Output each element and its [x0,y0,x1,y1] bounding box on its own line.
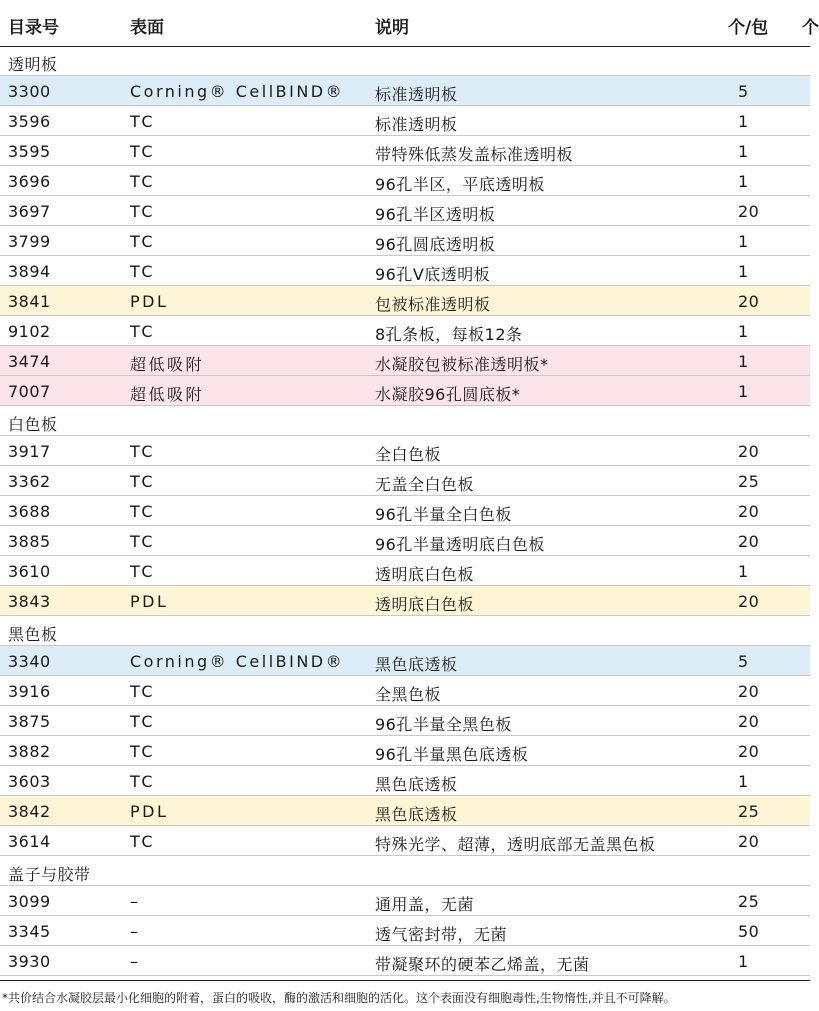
section-title: 透明板 [8,55,58,74]
catalog-number-cell: 3916 [8,682,51,701]
description-cell: 黑色底透板 [375,655,458,674]
description-cell: 透明底白色板 [375,595,475,614]
catalog-number-cell: 3843 [8,592,51,611]
section-title: 黑色板 [8,625,58,644]
table-row [0,526,810,556]
description-cell: 标准透明板 [375,85,458,104]
description-cell: 96孔半量全黑色板 [375,715,512,734]
catalog-number-cell: 3696 [8,172,51,191]
catalog-number-cell: 3894 [8,262,51,281]
surface-cell: – [130,922,141,941]
catalog-number-cell: 3595 [8,142,51,161]
header-surface: 表面 [130,18,164,38]
table-row [0,166,810,196]
description-cell: 水凝胶96孔圆底板* [375,385,521,404]
catalog-number-cell: 7007 [8,382,51,401]
quantity-cell: 1 [738,382,749,401]
description-cell: 96孔半区，平底透明板 [375,175,545,194]
header-cut-off-column: 个 [802,18,819,38]
table-row [0,946,810,976]
surface-cell: PDL [130,802,169,821]
description-cell: 96孔半量全白色板 [375,505,512,524]
quantity-cell: 20 [738,742,760,761]
quantity-cell: 5 [738,652,749,671]
table-row [0,136,810,166]
surface-cell: TC [130,832,156,851]
section-title: 白色板 [8,415,58,434]
header-catalog-number: 目录号 [8,18,59,38]
table-row [0,106,810,136]
catalog-number-cell: 3614 [8,832,51,851]
description-cell: 96孔半区透明板 [375,205,496,224]
surface-cell: TC [130,112,156,131]
surface-cell: TC [130,472,156,491]
catalog-number-cell: 3842 [8,802,51,821]
surface-cell: PDL [130,592,169,611]
catalog-number-cell: 9102 [8,322,51,341]
surface-cell: PDL [130,292,169,311]
quantity-cell: 20 [738,202,760,221]
table-row [0,736,810,766]
catalog-number-cell: 3917 [8,442,51,461]
quantity-cell: 1 [738,112,749,131]
description-cell: 全白色板 [375,445,442,464]
catalog-number-cell: 3875 [8,712,51,731]
surface-cell: TC [130,712,156,731]
catalog-number-cell: 3099 [8,892,51,911]
description-cell: 黑色底透板 [375,805,458,824]
section-header [0,46,810,76]
surface-cell: TC [130,562,156,581]
surface-cell: TC [130,322,156,341]
footnote: *共价结合水凝胶层最小化细胞的附着，蛋白的吸收，酶的激活和细胞的活化。这个表面没有细胞毒性,生物惰性,并且不可降解。 [2,991,676,1005]
quantity-cell: 20 [738,682,760,701]
surface-cell: Corning® CellBIND® [130,652,345,671]
quantity-cell: 1 [738,562,749,581]
quantity-cell: 1 [738,232,749,251]
table-row [0,436,810,466]
table-row [0,826,810,856]
description-cell: 96孔V底透明板 [375,265,491,284]
catalog-number-cell: 3688 [8,502,51,521]
table-row [0,556,810,586]
surface-cell: 超低吸附 [130,355,205,374]
catalog-number-cell: 3300 [8,82,51,101]
quantity-cell: 20 [738,442,760,461]
catalog-number-cell: 3474 [8,352,51,371]
quantity-cell: 1 [738,172,749,191]
table-bottom-rule [0,980,810,981]
table-row [0,766,810,796]
description-cell: 水凝胶包被标准透明板* [375,355,549,374]
quantity-cell: 25 [738,472,760,491]
table-row [0,76,810,106]
product-table [0,46,810,976]
description-cell: 包被标准透明板 [375,295,491,314]
surface-cell: TC [130,262,156,281]
table-row [0,196,810,226]
description-cell: 标准透明板 [375,115,458,134]
section-header [0,616,810,646]
quantity-cell: 20 [738,592,760,611]
table-row [0,256,810,286]
quantity-cell: 25 [738,802,760,821]
section-title: 盖子与胶带 [8,865,91,884]
surface-cell: TC [130,172,156,191]
quantity-cell: 1 [738,352,749,371]
description-cell: 通用盖，无菌 [375,895,475,914]
table-row [0,796,810,826]
header-quantity-per-pack: 个/包 [728,18,769,38]
quantity-cell: 20 [738,832,760,851]
description-cell: 透气密封带，无菌 [375,925,508,944]
catalog-number-cell: 3603 [8,772,51,791]
quantity-cell: 20 [738,532,760,551]
quantity-cell: 1 [738,142,749,161]
description-cell: 透明底白色板 [375,565,475,584]
surface-cell: TC [130,202,156,221]
catalog-number-cell: 3799 [8,232,51,251]
surface-cell: Corning® CellBIND® [130,82,345,101]
surface-cell: TC [130,442,156,461]
quantity-cell: 25 [738,892,760,911]
catalog-number-cell: 3841 [8,292,51,311]
quantity-cell: 5 [738,82,749,101]
table-row [0,916,810,946]
description-cell: 8孔条板，每板12条 [375,325,523,344]
table-row [0,496,810,526]
quantity-cell: 50 [738,922,760,941]
table-row [0,646,810,676]
table-row [0,586,810,616]
surface-cell: TC [130,232,156,251]
catalog-number-cell: 3885 [8,532,51,551]
catalog-number-cell: 3362 [8,472,51,491]
table-row [0,676,810,706]
description-cell: 带凝聚环的硬苯乙烯盖，无菌 [375,955,590,974]
section-header [0,856,810,886]
catalog-number-cell: 3340 [8,652,51,671]
table-row [0,226,810,256]
table-row [0,316,810,346]
surface-cell: TC [130,142,156,161]
catalog-number-cell: 3930 [8,952,51,971]
surface-cell: 超低吸附 [130,385,205,404]
quantity-cell: 1 [738,262,749,281]
quantity-cell: 20 [738,712,760,731]
catalog-number-cell: 3610 [8,562,51,581]
description-cell: 无盖全白色板 [375,475,475,494]
table-row [0,886,810,916]
quantity-cell: 20 [738,292,760,311]
table-header [0,0,819,47]
header-description: 说明 [375,18,409,38]
surface-cell: TC [130,772,156,791]
description-cell: 黑色底透板 [375,775,458,794]
description-cell: 96孔圆底透明板 [375,235,496,254]
description-cell: 全黑色板 [375,685,442,704]
surface-cell: TC [130,502,156,521]
catalog-number-cell: 3596 [8,112,51,131]
surface-cell: – [130,892,141,911]
quantity-cell: 1 [738,952,749,971]
description-cell: 特殊光学、超薄，透明底部无盖黑色板 [375,835,656,854]
quantity-cell: 1 [738,772,749,791]
table-row [0,376,810,406]
catalog-number-cell: 3697 [8,202,51,221]
surface-cell: TC [130,532,156,551]
surface-cell: TC [130,682,156,701]
catalog-number-cell: 3882 [8,742,51,761]
quantity-cell: 20 [738,502,760,521]
section-header [0,406,810,436]
surface-cell: – [130,952,141,971]
description-cell: 96孔半量透明底白色板 [375,535,545,554]
surface-cell: TC [130,742,156,761]
description-cell: 96孔半量黑色底透板 [375,745,529,764]
table-row [0,286,810,316]
description-cell: 带特殊低蒸发盖标准透明板 [375,145,574,164]
catalog-number-cell: 3345 [8,922,51,941]
quantity-cell: 1 [738,322,749,341]
table-row [0,346,810,376]
table-row [0,466,810,496]
table-row [0,706,810,736]
